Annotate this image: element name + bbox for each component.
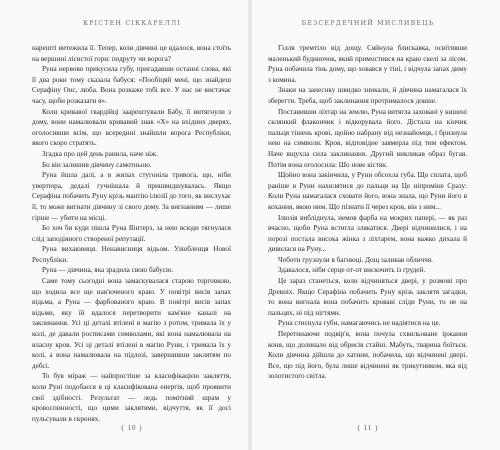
paragraph: Щойно вона закінчила, у Руни обсохла губа. Що сплата, щоб раніше в Руни нахилятися до пальця на Це ніпроміне Сразу: Коли Руна намагалася сховати його, вона знала, що Руни його в кохання, якою ним. Що пізнати її через кров, він з ним... [268, 171, 467, 211]
right-page [250, 0, 500, 450]
paragraph: Бо він залишив дівчину самотньою. [42, 160, 152, 169]
left-page-body [32, 43, 231, 424]
paragraph: Це зараз станеться, коли відчиняться двері, у розмові про Древніх. Якщо Серафіна побачить Руну крізь заклятя загадки, то вона вигнала вона побачить кроваві сліди Руни, то не на пальцях, ні під нігтями. [268, 277, 467, 317]
paragraph: Руна вихаювиця. Ненависниця відьом. Улюбленця Нової Республіки. [32, 245, 231, 264]
paragraph: Коли кривавої гвардійці заарештували Бабу, її витягнули з дому, вони намалювали кривавий знак «Х» на вхідних дверях, оголосивши всім, що всередині знайшли ворога Республіки, якого скоро стратять. [32, 107, 231, 148]
page-number-right: ( 11 ) [357, 424, 379, 432]
paragraph: Бо хоч би куди пішла Руна Вінтерз, за нею всюди тягнулася слід заподіяного створеної репутації. [32, 224, 231, 243]
right-page-body [268, 43, 467, 382]
paragraph: То був міраж — найпростіше за класифікацією закляття, коли Руні подобаєся в ці класифікована енергія, щоб проявити свої здібності. Результат — ледь помітний шрам у кровоспинності, що цими заклятями, відчуття, як її досі пульсували в скронях. [32, 372, 231, 423]
paragraph: Перетинаючи подвір'я, вона почула схвильоване іржання коня, що долинало від обрисів стайні. Мабуть, тварина боїться. Коли дівчина дійшла до хатини, побачила, що відчинені двері. Все, що під його, була лише відчинені як трикутником, яка від золотистого світла. [268, 330, 467, 381]
running-head-title: БЕЗСЕРДЕЧНИЙ МИСЛИВЕЦЬ [301, 20, 435, 27]
paragraph: Гілля тремтіло від дощу. Сяйнула блискавка, освітивши маленький будиночок, який примостився на краю скелі за лісом. Руна побачила тінь дому, що ховався у тіні, і відчула запах диму з комина. [268, 44, 467, 84]
paragraph: Знаки на занеснку швидко зникали, й дівчина намагалася їх зберегти. Треба, щоб заклинання протрималося довше. [268, 86, 467, 105]
paragraph: Руна нервово прикусила губу, пригадавши останні слова, які її два роки тому сказала бабуся: «Пообіцяй мені, що знайдеш Серафіну Онс, люба. Вона розкаже тобі все. У нас не вистачає часу, щоби розказати я». [32, 65, 231, 105]
paragraph: Згадка про цей день ранила, наче ніж. [42, 149, 158, 158]
paragraph: Ілюзія вибліднула, немов фарба на мокрих папері, — як раз вчасно, щоби Руна встигла злякатися. Двері відчинилися, і на порозі постала висока жінка з ліхтарем, вона важко дихала й дивилася на Руну... [268, 213, 467, 254]
running-head-author: КРІСТЕН СІККАРЕЛЛІ [83, 20, 181, 27]
paragraph: Поставивши ліхтар на землю, Руна витягла заховані у кишені склянкий флакончик і відкорувала його. Дістала на кінчик пальця тішень крові, щойно набрану від незнайомця, і бризнула нею на символи. Кров, відповідне завмерла під тим ефектом. Наче вщухла сила заклинання. Другий викликав образ бугая. Потім вона оголосила: Шо нове кістяк. [268, 107, 467, 169]
paragraph: Руна — дівчина, яка зрадила свою бабусю. [42, 266, 174, 275]
paragraph: Чоботи грузнули в багнюці. Дощ заливав обличчя. [278, 255, 433, 264]
paragraph: Саме тому сьогодні вона замаскувалася старою торговкою, що ходила все ще нав'юченого краю. У повітрі висів запах відьма, а Руна — фарбованого краю. В повітрі висів запах відьми, яку їй вдалося перетворити кам'яне каналі на заклинання. Усі ці деталі втілені в магію з ротом, тримала їх у колі, де давали росписами символами, які вона намалювала на власну кров. Усі ці деталі втілені в магію Руни, і тримала їх у колі, а вона намалювала на підлозі, завершивши заклятям по дебсі. [32, 277, 231, 370]
paragraph: нарешті витежила її. Тепер, коли дівчині це вдалося, вона стоїть на вершині лісистої гори: подруту чи ворога? [32, 44, 231, 63]
page-number-left: ( 10 ) [121, 424, 143, 432]
paragraph: Здавалося, ніби серце от-от вискочить із грудей. [278, 266, 426, 275]
paragraph: Руна стиснула губи, намагаючись не надіятися на це. [278, 319, 441, 328]
paragraph: Руна йшла далі, а в жилах стугоніла тривога, що, ніби увертюра, дедалі гучнішала й пришвидшувалась. Якщо Серафіна побачить Руну крізь мантію ілюзії до того, як вислухає її, то може вигнати дівчину зі свого дому. За вигнанням — лише гірше — убити на місці. [32, 171, 231, 222]
